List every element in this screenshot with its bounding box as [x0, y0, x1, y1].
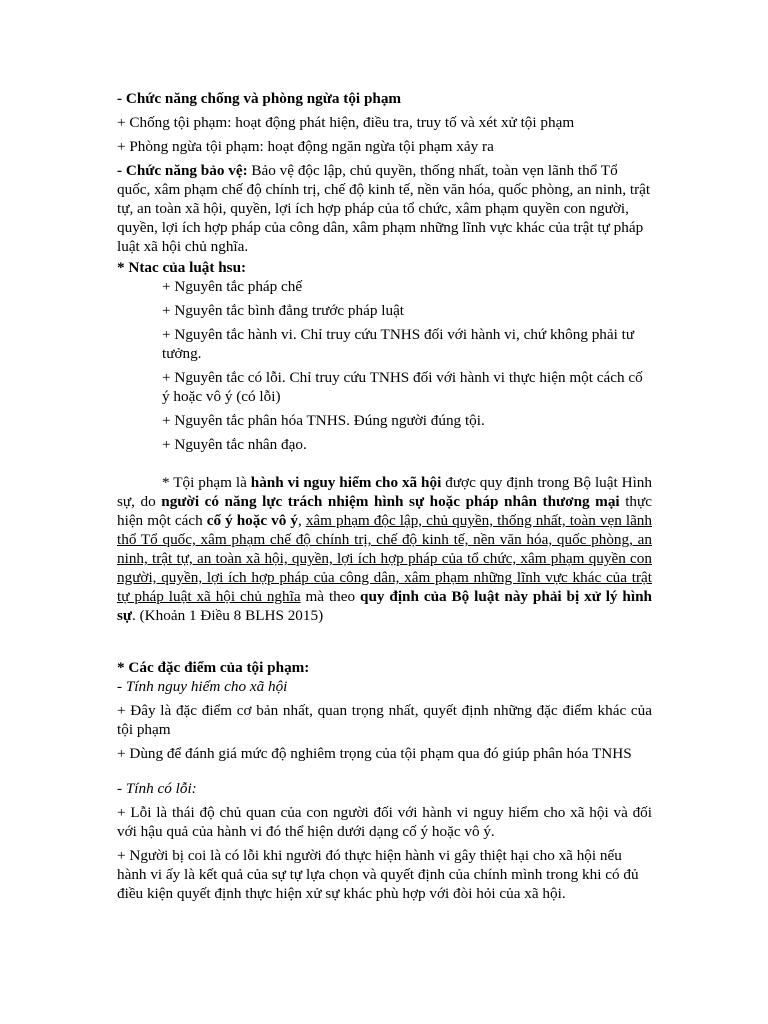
principle-item: + Nguyên tắc có lỗi. Chỉ truy cứu TNHS đối với hành vi thực hiện một cách cố ý hoặc vô ý (có lỗi) [162, 369, 643, 405]
principle-item: + Nguyên tắc pháp chế [162, 278, 303, 295]
list-item: + Lỗi là thái độ chủ quan của con người đối với hành vi nguy hiểm cho xã hội và đối với hậu quả của hành vi đó thể hiện dưới dạng cố ý hoặc vô ý. [117, 804, 652, 840]
subheading-social-danger: - Tính nguy hiểm cho xã hội [117, 678, 288, 695]
list-item: + Đây là đặc điểm cơ bản nhất, quan trọng nhất, quyết định những đặc điểm khác của tội phạm [117, 702, 652, 738]
heading-criminal-law-principles: * Ntac của luật hsu: [117, 259, 247, 276]
list-item: + Phòng ngừa tội phạm: hoạt động ngăn ngừa tội phạm xảy ra [117, 138, 494, 155]
principle-item: + Nguyên tắc nhân đạo. [162, 436, 307, 453]
subheading-culpability: - Tính có lỗi: [117, 780, 197, 797]
principle-item: + Nguyên tắc hành vi. Chỉ truy cứu TNHS đối với hành vi, chứ không phải tư tưởng. [162, 326, 635, 362]
heading-crime-characteristics: * Các đặc điểm của tội phạm: [117, 659, 310, 676]
principle-item: + Nguyên tắc phân hóa TNHS. Đúng người đúng tội. [162, 412, 485, 429]
list-item: + Chống tội phạm: hoạt động phát hiện, điều tra, truy tố và xét xử tội phạm [117, 114, 575, 131]
list-item: + Người bị coi là có lỗi khi người đó thực hiện hành vi gây thiệt hại cho xã hội nếu hành vi ấy là kết quả của sự tự lựa chọn và quyết định của chính mình trong khi có đủ điều kiện quyết định thực hiện xử sự khác phù hợp với đòi hỏi của xã hội. [117, 847, 639, 902]
principle-item: + Nguyên tắc bình đẳng trước pháp luật [162, 302, 405, 319]
protection-function-paragraph: - Chức năng bảo vệ: Bảo vệ độc lập, chủ quyền, thống nhất, toàn vẹn lãnh thổ Tổ quốc, xâm phạm chế độ chính trị, chế độ kinh tế, nền văn hóa, quốc phòng, an ninh, trật tự, an toàn xã hội, quyền, lợi ích hợp pháp của tổ chức, xâm phạm quyền con người, quyền, lợi ích hợp pháp của công dân, xâm phạm những lĩnh vực khác của trật tự pháp luật xã hội chủ nghĩa. [117, 162, 651, 255]
heading-crime-prevention-function: - Chức năng chống và phòng ngừa tội phạm [117, 90, 402, 107]
protection-function-label: - Chức năng bảo vệ: [117, 162, 248, 179]
list-item: + Dùng để đánh giá mức độ nghiêm trọng của tội phạm qua đó giúp phân hóa TNHS [117, 745, 632, 762]
crime-definition-paragraph: * Tội phạm là hành vi nguy hiểm cho xã hội được quy định trong Bộ luật Hình sự, do người có năng lực trách nhiệm hình sự hoặc pháp nhân thương mại thực hiện một cách cố ý hoặc vô ý, xâm phạm độc lập, chủ quyền, thống nhất, toàn vẹn lãnh thổ Tổ quốc, xâm phạm chế độ chính trị, chế độ kinh tế, nền văn hóa, quốc phòng, an ninh, trật tự, an toàn xã hội, quyền, lợi ích hợp pháp của tổ chức, xâm phạm quyền con người, quyền, lợi ích hợp pháp của công dân, xâm phạm những lĩnh vực khác của trật tự pháp luật xã hội chủ nghĩa mà theo quy định của Bộ luật này phải bị xử lý hình sự. (Khoản 1 Điều 8 BLHS 2015) [117, 474, 652, 624]
